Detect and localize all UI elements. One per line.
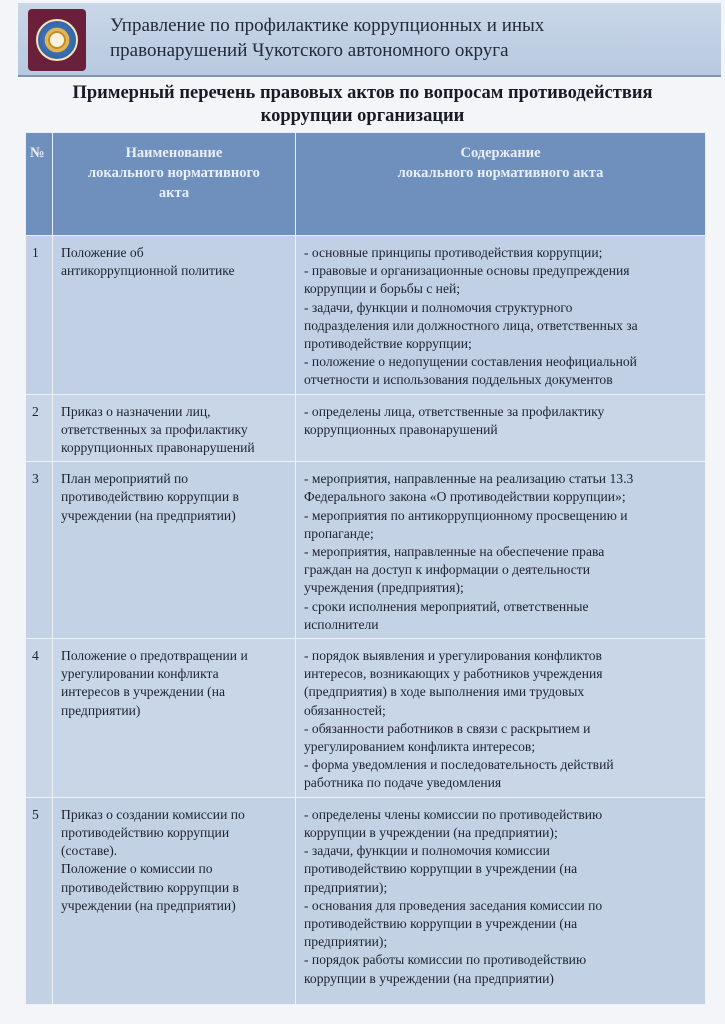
header-name xyxy=(53,133,296,236)
row-name-line: Положение о предотвращении и xyxy=(61,648,248,664)
row-content xyxy=(296,639,706,798)
row-content-line: - мероприятия, направленные на обеспечение права xyxy=(304,544,605,560)
row-content-line: - мероприятия, направленные на реализацию статьи 13.3 xyxy=(304,471,634,487)
row-name-line: интересов в учреждении (на xyxy=(61,684,226,700)
row-content xyxy=(296,394,706,462)
row-content-line: обязанностей; xyxy=(304,702,386,718)
row-content-line: учреждения (предприятия); xyxy=(304,580,464,596)
row-content xyxy=(296,462,706,639)
document-title-line1: Примерный перечень правовых актов по вопросам противодействия xyxy=(72,83,653,103)
table-header-row xyxy=(26,133,706,236)
row-content-line: - задачи, функции и полномочия комиссии xyxy=(304,843,550,859)
header-content xyxy=(296,133,706,236)
coat-of-arms-emblem-icon xyxy=(28,9,86,71)
row-content-line: (предприятия) в ходе выполнения ими трудовых xyxy=(304,684,585,700)
row-name-line: учреждении (на предприятии) xyxy=(61,507,236,523)
row-content-line: предприятии); xyxy=(304,934,388,950)
table-row xyxy=(26,797,706,1004)
row-name-line: учреждении (на предприятии) xyxy=(61,897,236,913)
row-content-line: противодействие коррупции; xyxy=(304,336,472,352)
row-name xyxy=(53,236,296,395)
row-content xyxy=(296,236,706,395)
row-content-line: - основные принципы противодействия коррупции; xyxy=(304,245,603,260)
row-content-line: - определены члены комиссии по противодействию xyxy=(304,806,603,822)
row-content-line: интересов, возникающих у работников учреждения xyxy=(304,666,603,682)
row-name-line: коррупционных правонарушений xyxy=(61,440,255,456)
table-row xyxy=(26,639,706,798)
row-content-line: исполнители xyxy=(304,616,379,632)
row-name-line: ответственных за профилактику xyxy=(61,421,248,437)
row-content-line: - правовые и организационные основы предупреждения xyxy=(304,263,630,279)
emblem-core xyxy=(48,31,66,49)
row-content xyxy=(296,797,706,1004)
row-number: 1 xyxy=(26,236,53,395)
row-content-line: подразделения или должностного лица, ответственных за xyxy=(304,317,638,333)
emblem-circle xyxy=(36,19,78,61)
row-content-line: - порядок работы комиссии по противодействию xyxy=(304,952,587,968)
header-name-line1: Наименование xyxy=(125,145,223,161)
row-name-line: противодействию коррупции xyxy=(61,824,230,840)
row-name xyxy=(53,639,296,798)
row-name-line: антикоррупционной политике xyxy=(61,263,235,279)
organization-title-line2: правонарушений Чукотского автономного округа xyxy=(110,40,509,61)
header-bar xyxy=(18,3,721,77)
row-content-line: противодействию коррупции в учреждении (на xyxy=(304,861,578,877)
row-content-line: - положение о недопущении составления неофициальной xyxy=(304,354,637,370)
row-name-line: противодействию коррупции в xyxy=(61,489,239,505)
header-number: № xyxy=(26,133,53,236)
row-content-line: - основания для проведения заседания комиссии по xyxy=(304,897,603,913)
row-name-line: Приказ о создании комиссии по xyxy=(61,806,245,822)
row-name xyxy=(53,462,296,639)
document-title xyxy=(20,82,705,128)
row-name-line: предприятии) xyxy=(61,702,141,718)
header-content-line1: Содержание xyxy=(460,145,541,161)
row-content-line: - сроки исполнения мероприятий, ответственные xyxy=(304,598,589,614)
row-name-line: Положение об xyxy=(61,245,144,260)
row-number: 5 xyxy=(26,797,53,1004)
row-name-line: Приказ о назначении лиц, xyxy=(61,403,211,419)
row-name-line: противодействию коррупции в xyxy=(61,879,239,895)
row-content-line: - мероприятия по антикоррупционному просвещению и xyxy=(304,507,628,523)
row-content-line: коррупции в учреждении (на предприятии); xyxy=(304,824,558,840)
row-content-line: - порядок выявления и урегулирования конфликтов xyxy=(304,648,602,664)
header-name-line3: акта xyxy=(158,185,190,201)
row-content-line: отчетности и использования поддельных документов xyxy=(304,372,613,388)
header-name-line2: локального нормативного xyxy=(88,165,260,181)
organization-title xyxy=(110,13,670,63)
document-title-line2: коррупции организации xyxy=(260,106,465,126)
organization-title-line1: Управление по профилактике коррупционных и иных xyxy=(110,15,545,36)
row-content-line: - форма уведомления и последовательность действий xyxy=(304,757,614,773)
row-name-line: урегулировании конфликта xyxy=(61,666,219,682)
acts-table xyxy=(25,132,706,1005)
row-number: 4 xyxy=(26,639,53,798)
row-name xyxy=(53,394,296,462)
row-content-line: коррупции и борьбы с ней; xyxy=(304,281,461,297)
row-content-line: граждан на доступ к информации о деятельности xyxy=(304,562,590,578)
row-content-line: коррупции в учреждении (на предприятии) xyxy=(304,970,554,986)
row-content-line: - задачи, функции и полномочия структурного xyxy=(304,299,573,315)
row-content-line: работника по подаче уведомления xyxy=(304,775,502,791)
table-row xyxy=(26,236,706,395)
row-name-line: (составе). xyxy=(61,843,118,859)
row-content-line: предприятии); xyxy=(304,879,388,895)
row-name-line: Положение о комиссии по xyxy=(61,861,213,877)
row-name-line: План мероприятий по xyxy=(61,471,189,487)
row-content-line: урегулированием конфликта интересов; xyxy=(304,739,536,755)
acts-table-container xyxy=(25,132,705,1005)
header-content-line2: локального нормативного акта xyxy=(397,165,604,181)
row-content-line: противодействию коррупции в учреждении (на xyxy=(304,915,578,931)
row-number: 2 xyxy=(26,394,53,462)
table-row xyxy=(26,394,706,462)
row-number: 3 xyxy=(26,462,53,639)
row-content-line: Федерального закона «О противодействии коррупции»; xyxy=(304,489,626,505)
row-content-line: коррупционных правонарушений xyxy=(304,421,498,437)
row-name xyxy=(53,797,296,1004)
row-content-line: - обязанности работников в связи с раскрытием и xyxy=(304,720,591,736)
row-content-line: пропаганде; xyxy=(304,525,374,541)
table-row xyxy=(26,462,706,639)
row-content-line: - определены лица, ответственные за профилактику xyxy=(304,403,605,419)
